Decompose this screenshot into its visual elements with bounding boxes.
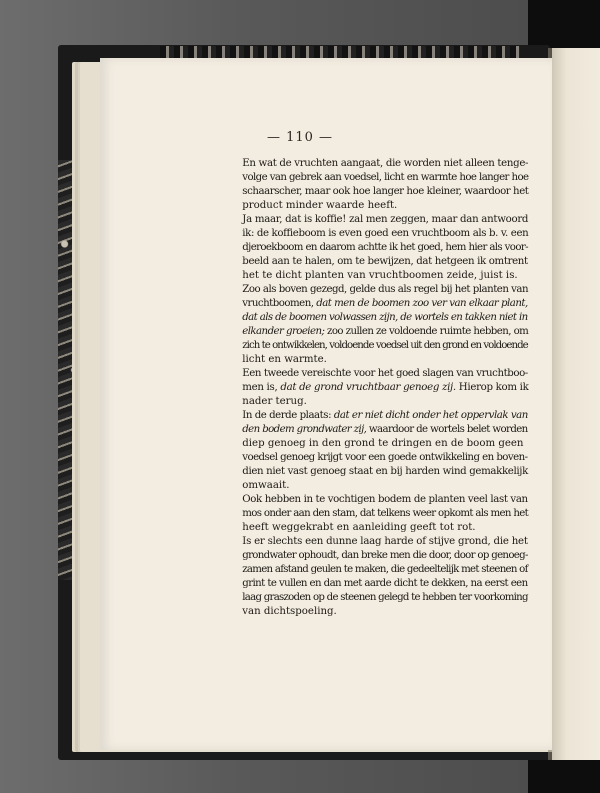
- text-line: van dichtspoeling.: [242, 606, 337, 617]
- paragraph: [228, 213, 528, 283]
- text-line: laag graszoden op de steenen gelegd te hebben ter voorkoming: [242, 592, 528, 603]
- text-line: het te dicht planten van vruchtboomen zeide, juist is.: [242, 270, 518, 281]
- text-line: ik: de koffieboom is even goed een vruchtboom als b. v. een: [242, 228, 529, 239]
- text-line: En wat de vruchten aangaat, die worden niet alleen tenge-: [242, 158, 529, 169]
- page-number: — 110 —: [266, 130, 334, 145]
- facing-page-edge: [552, 48, 600, 760]
- text-line: men is, dat de grond vruchtbaar genoeg zij. Hierop kom ik: [242, 382, 529, 393]
- text-line: elkander groeien; zoo zullen ze voldoende ruimte hebben, om: [242, 326, 529, 337]
- text-line: vruchtboomen, dat men de boomen zoo ver van elkaar plant,: [242, 298, 528, 309]
- marbled-endpaper: [58, 160, 80, 580]
- text-line: mos onder aan den stam, dat telkens weer opkomt als men het: [242, 508, 529, 519]
- text-line: djeroekboom en daarom achtte ik het goed, hem hier als voor-: [242, 242, 528, 253]
- paragraph: [228, 409, 528, 493]
- text-line: schaarscher, maar ook hoe langer hoe kleiner, waardoor het: [242, 186, 529, 197]
- text-line: nader terug.: [242, 396, 307, 407]
- text-line: zich te ontwikkelen, voldoende voedsel uit den grond en voldoende: [242, 340, 528, 351]
- body-text: [228, 157, 528, 619]
- text-line: dien niet vast genoeg staat en bij harden wind gemakkelijk: [242, 466, 528, 477]
- paragraph: [228, 367, 528, 409]
- text-line: In de derde plaats: dat er niet dicht onder het oppervlak van: [242, 410, 528, 421]
- text-line: voedsel genoeg krijgt voor een goede ontwikkeling en boven-: [242, 452, 528, 463]
- text-line: omwaait.: [242, 480, 290, 491]
- text-line: product minder waarde heeft.: [242, 200, 398, 211]
- text-line: volge van gebrek aan voedsel, licht en warmte hoe langer hoe: [242, 172, 529, 183]
- text-line: den bodem grondwater zij, waardoor de wortels belet worden: [242, 424, 528, 435]
- text-line: beeld aan te halen, om te bewijzen, dat hetgeen ik omtrent: [242, 256, 528, 267]
- paragraph: [228, 535, 528, 619]
- paragraph: [228, 157, 528, 213]
- text-line: Een tweede vereischte voor het goed slagen van vruchtboo-: [242, 368, 528, 379]
- text-line: zamen afstand geulen te maken, die gedeeltelijk met steenen of: [242, 564, 528, 575]
- text-line: grint te vullen en dan met aarde dicht te dekken, na eerst een: [242, 578, 528, 589]
- text-line: grondwater ophoudt, dan breke men die door, door op genoeg-: [242, 550, 528, 561]
- text-line: dat als de boomen volwassen zijn, de wortels en takken niet in: [242, 312, 528, 323]
- text-line: Zoo als boven gezegd, gelde dus als regel bij het planten van: [242, 284, 529, 295]
- paragraph: [228, 283, 528, 367]
- text-line: licht en warmte.: [242, 354, 327, 365]
- text-line: heeft weggekrabt en aanleiding geeft tot rot.: [242, 522, 476, 533]
- text-line: Ja maar, dat is koffie! zal men zeggen, maar dan antwoord: [242, 214, 529, 225]
- text-line: diep genoeg in den grond te dringen en de boom geen: [242, 438, 524, 449]
- paragraph: [228, 493, 528, 535]
- text-line: Ook hebben in te vochtigen bodem de planten veel last van: [242, 494, 528, 505]
- text-line: Is er slechts een dunne laag harde of stijve grond, die het: [242, 536, 528, 547]
